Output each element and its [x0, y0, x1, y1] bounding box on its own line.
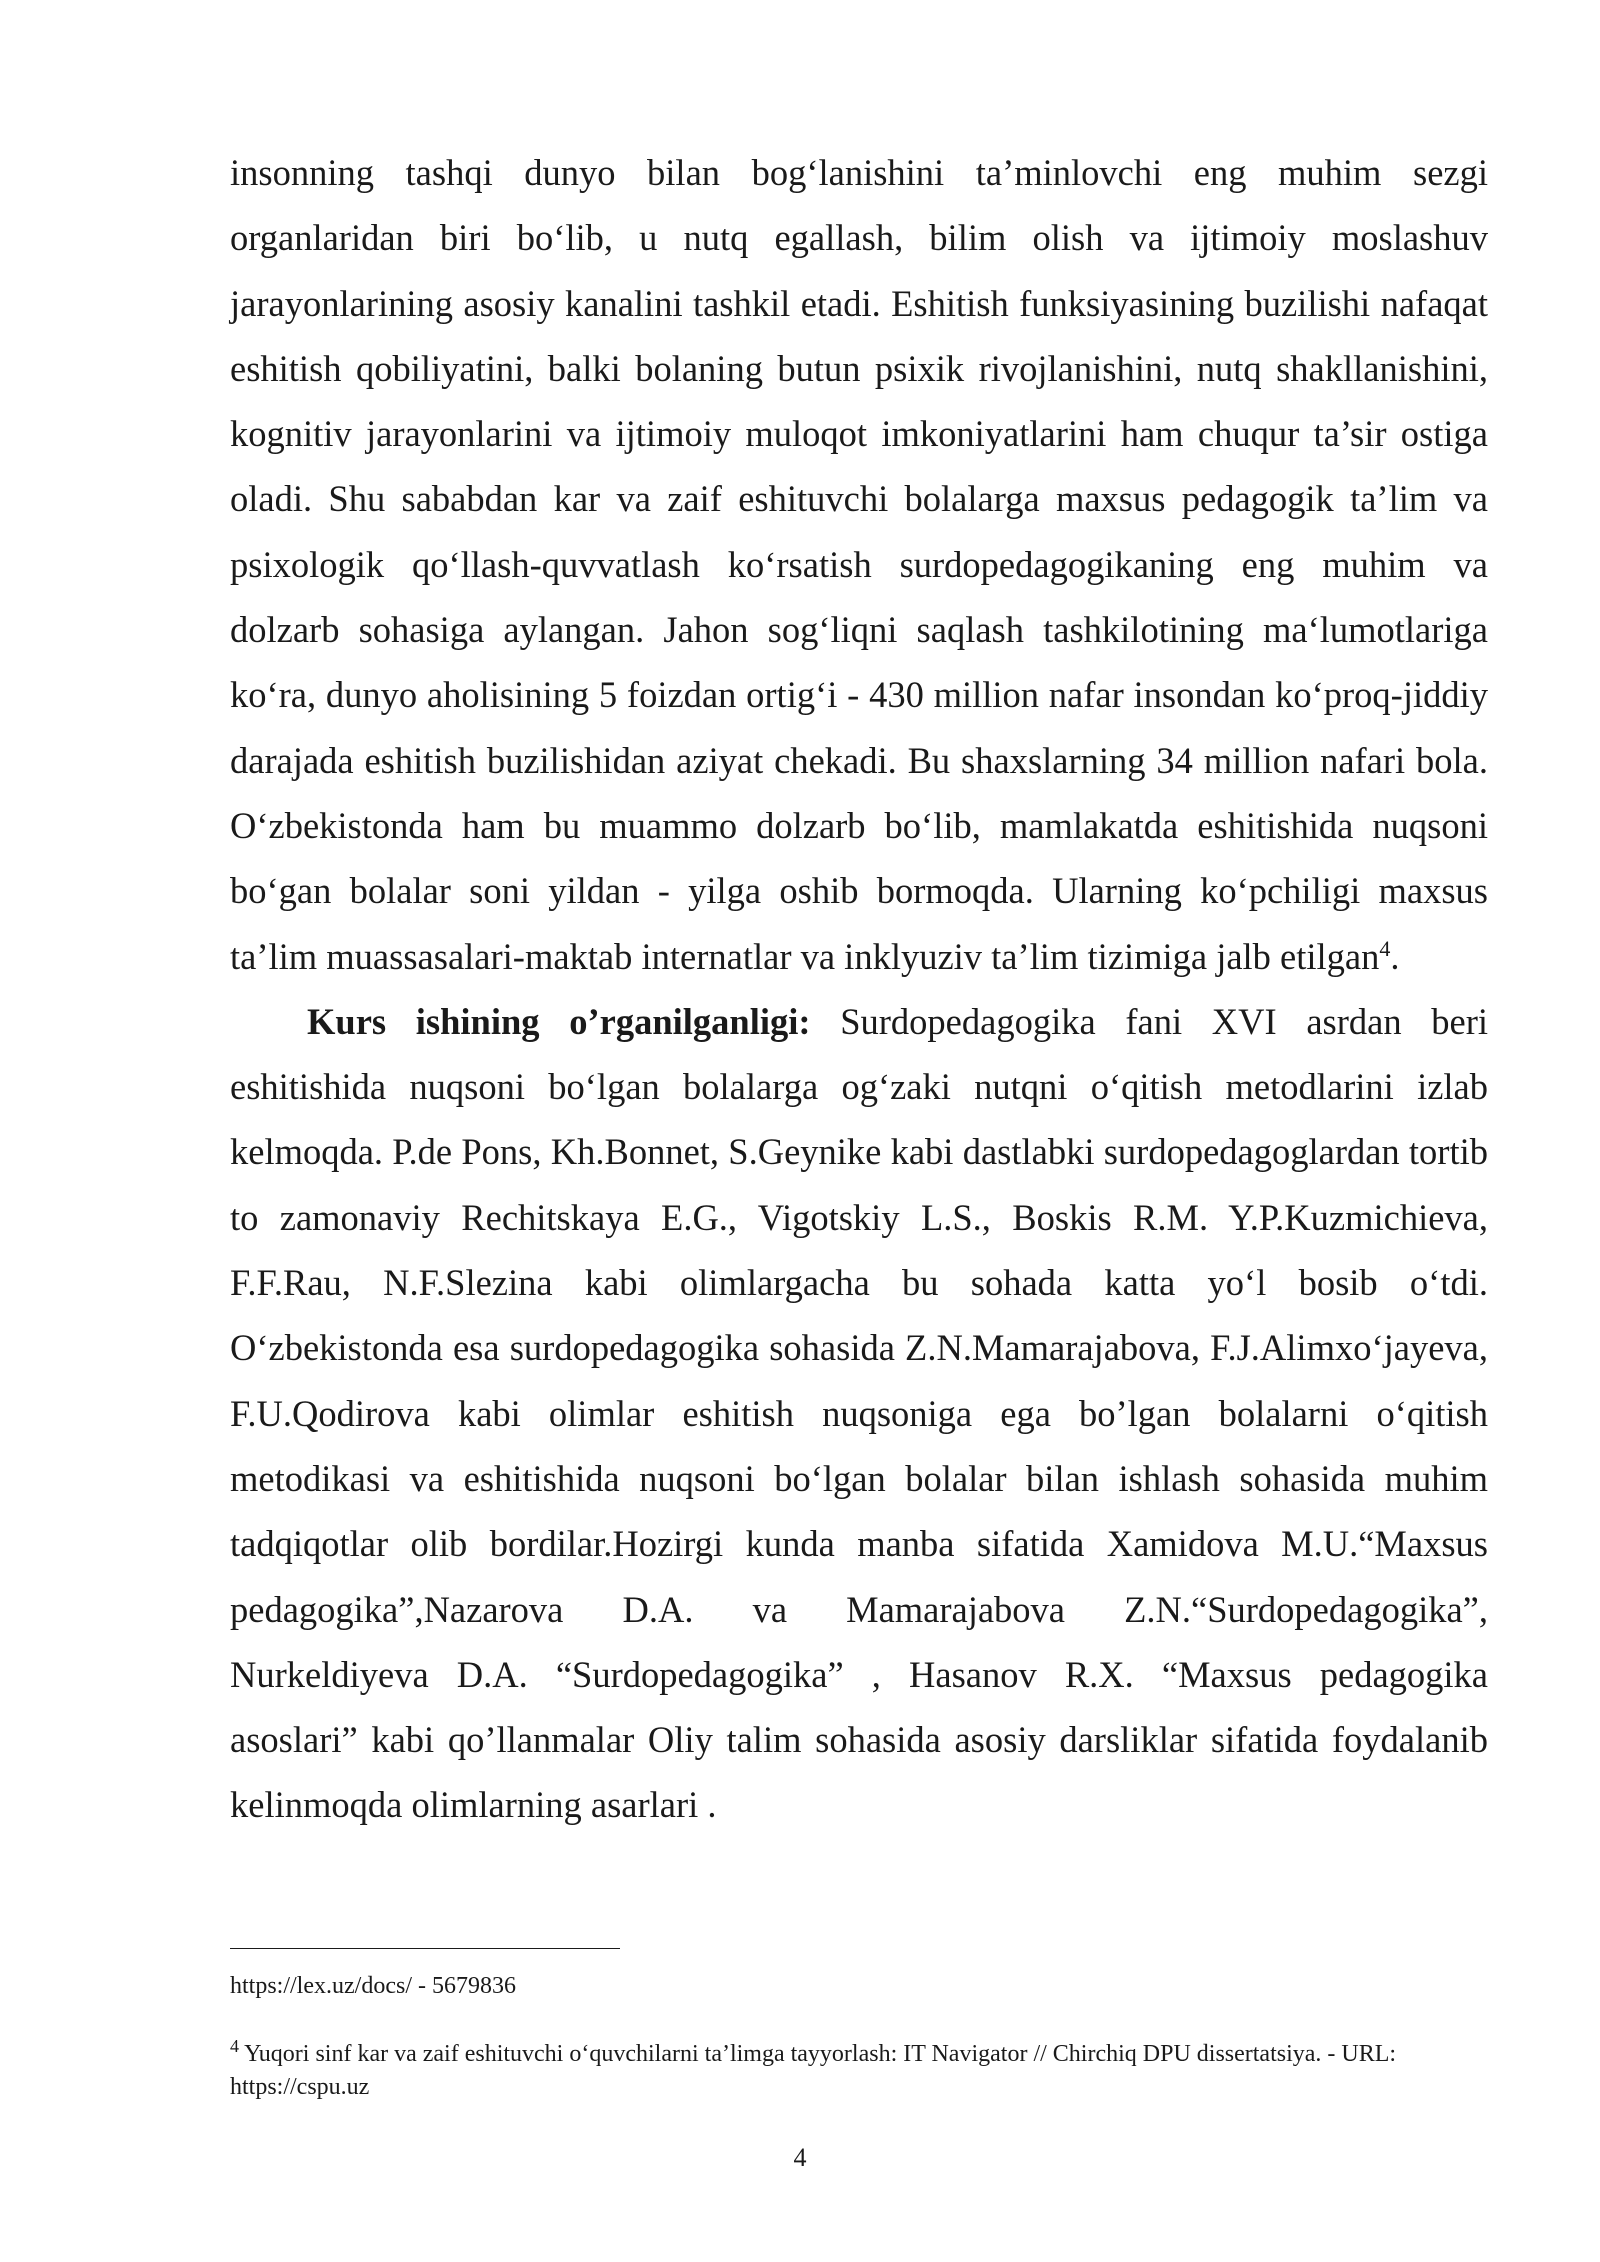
footnote-4	[230, 2038, 1488, 2104]
paragraph-2	[230, 989, 1488, 1838]
paragraph-2-text: Surdopedagogika fani XVI asrdan beri eshitishida nuqsoni bo‘lgan bolalarga og‘zaki nutqni o‘qitish metodlarini izlab kelmoqda. P.de Pons, Kh.Bonnet, S.Geynike kabi dastlabki surdopedagoglardan tortib to zamonaviy Rechitskaya E.G., Vigotskiy L.S., Boskis R.M. Y.P.Kuzmichieva, F.F.Rau, N.F.Slezina kabi olimlargacha bu sohada katta yo‘l bosib o‘tdi. O‘zbekistonda esa surdopedagogika sohasida Z.N.Mamarajabova, F.J.Alimxo‘jayeva, F.U.Qodirova kabi olimlar eshitish nuqsoniga ega bo’lgan bolalarni o‘qitish metodikasi va eshitishida nuqsoni bo‘lgan bolalar bilan ishlash sohasida muhim tadqiqotlar olib bordilar.Hozirgi kunda manba sifatida Xamidova M.U.“Maxsus pedagogika”,Nazarova D.A. va Mamarajabova Z.N.“Surdopedagogika”, Nurkeldiyeva D.A. “Surdopedagogika” , Hasanov R.X. “Maxsus pedagogika asoslari” kabi qo’llanmalar Oliy talim sohasida asosiy darsliklar sifatida foydalanib kelinmoqda olimlarning asarlari .	[230, 1000, 1489, 1826]
body-text	[230, 140, 1488, 1838]
footnote-previous	[230, 1970, 1488, 2003]
footnote-4-text: Yuqori sinf kar va zaif eshituvchi o‘quvchilarni ta’limga tayyorlash: IT Navigator // Chirchiq DPU dissertatsiya. - URL: https://cspu.uz	[230, 2041, 1397, 2100]
paragraph-1-text: insonning tashqi dunyo bilan bog‘lanishini ta’minlovchi eng muhim sezgi organlaridan biri bo‘lib, u nutq egallash, bilim olish va ijtimoiy moslashuv jarayonlarining asosiy kanalini tashkil etadi. Eshitish funksiyasining buzilishi nafaqat eshitish qobiliyatini, balki bolaning butun psixik rivojlanishini, nutq shakllanishini, kognitiv jarayonlarini va ijtimoiy muloqot imkoniyatlarini ham chuqur ta’sir ostiga oladi. Shu sababdan kar va zaif eshituvchi bolalarga maxsus pedagogik ta’lim va psixologik qo‘llash-quvvatlash ko‘rsatish surdopedagogikaning eng muhim va dolzarb sohasiga aylangan. Jahon sog‘liqni saqlash tashkilotining ma‘lumotlariga ko‘ra, dunyo aholisining 5 foizdan ortig‘i - 430 million nafar insondan ko‘proq-jiddiy darajada eshitish buzilishidan aziyat chekadi. Bu shaxslarning 34 million nafari bola. O‘zbekistonda ham bu muammo dolzarb bo‘lib, mamlakatda eshitishida nuqsoni bo‘gan bolalar soni yildan - yilga oshib bormoqda. Ularning ko‘pchiligi maxsus ta’lim muassasalari-maktab internatlar va inklyuziv ta’lim tizimiga jalb etilgan	[230, 152, 1488, 977]
footnote-4-marker: 4	[230, 2036, 239, 2056]
page-number: 4	[793, 2143, 807, 2172]
footnote-ref-4[interactable]: 4	[1379, 935, 1391, 961]
footnote-separator	[230, 1948, 620, 1949]
paragraph-1-end: .	[1390, 935, 1400, 977]
footnote-previous-text: https://lex.uz/docs/ - 5679836	[230, 1973, 516, 1999]
paragraph-1	[230, 140, 1488, 989]
section-heading: Kurs ishining o’rganilganligi:	[307, 1000, 811, 1042]
